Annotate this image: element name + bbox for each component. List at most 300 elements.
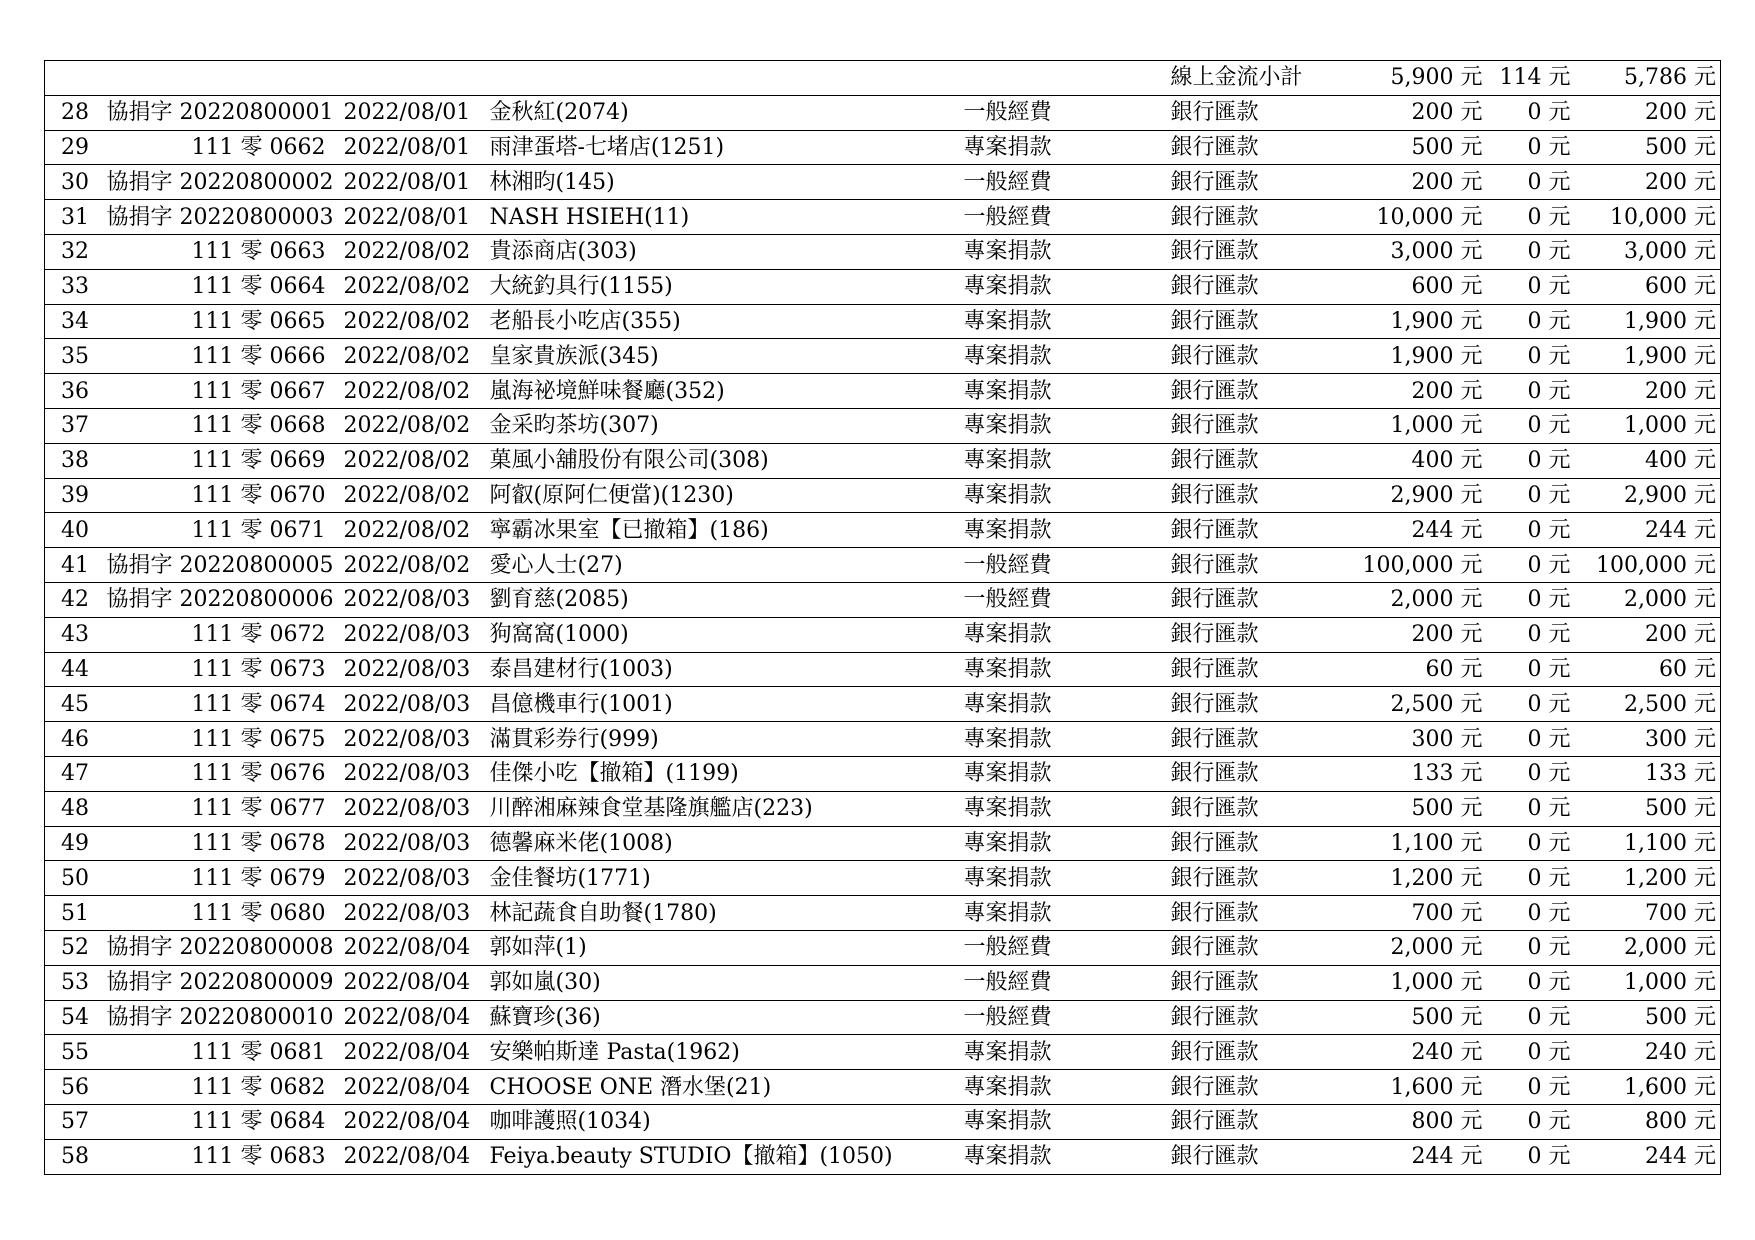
donation-amount: 200 元 bbox=[1353, 95, 1487, 130]
receipt-number: 111 零 0674 bbox=[103, 687, 340, 722]
net-amount: 200 元 bbox=[1575, 95, 1721, 130]
subtotal-fee: 114 元 bbox=[1487, 61, 1575, 96]
payment-method: 銀行匯款 bbox=[1167, 896, 1353, 931]
donation-amount: 500 元 bbox=[1353, 1000, 1487, 1035]
fee-amount: 0 元 bbox=[1487, 687, 1575, 722]
row-number: 35 bbox=[45, 339, 103, 374]
fee-amount: 0 元 bbox=[1487, 896, 1575, 931]
donor-name: 林湘昀(145) bbox=[486, 165, 960, 200]
donation-date: 2022/08/03 bbox=[340, 826, 486, 861]
donor-name: 蘇寶珍(36) bbox=[486, 1000, 960, 1035]
donation-amount: 2,500 元 bbox=[1353, 687, 1487, 722]
row-number: 42 bbox=[45, 582, 103, 617]
table-row bbox=[45, 896, 1721, 931]
row-number: 33 bbox=[45, 269, 103, 304]
donation-amount: 200 元 bbox=[1353, 374, 1487, 409]
donation-type: 一般經費 bbox=[960, 1000, 1167, 1035]
donation-type: 專案捐款 bbox=[960, 339, 1167, 374]
donation-date: 2022/08/04 bbox=[340, 1035, 486, 1070]
donation-type: 專案捐款 bbox=[960, 722, 1167, 757]
row-number: 43 bbox=[45, 617, 103, 652]
row-number: 30 bbox=[45, 165, 103, 200]
table-row bbox=[45, 1070, 1721, 1105]
donation-date: 2022/08/01 bbox=[340, 200, 486, 235]
fee-amount: 0 元 bbox=[1487, 234, 1575, 269]
donation-date: 2022/08/02 bbox=[340, 234, 486, 269]
donation-date: 2022/08/04 bbox=[340, 1104, 486, 1139]
donor-name: 皇家貴族派(345) bbox=[486, 339, 960, 374]
donation-amount: 240 元 bbox=[1353, 1035, 1487, 1070]
donation-type: 一般經費 bbox=[960, 930, 1167, 965]
row-number: 37 bbox=[45, 408, 103, 443]
donor-name: NASH HSIEH(11) bbox=[486, 200, 960, 235]
donor-name: 咖啡護照(1034) bbox=[486, 1104, 960, 1139]
donor-name: 金秋紅(2074) bbox=[486, 95, 960, 130]
donation-amount: 60 元 bbox=[1353, 652, 1487, 687]
table-row bbox=[45, 339, 1721, 374]
donor-name: 安樂帕斯達 Pasta(1962) bbox=[486, 1035, 960, 1070]
table-row bbox=[45, 234, 1721, 269]
receipt-number: 111 零 0667 bbox=[103, 374, 340, 409]
payment-method: 銀行匯款 bbox=[1167, 95, 1353, 130]
table-row bbox=[45, 1035, 1721, 1070]
donation-type: 專案捐款 bbox=[960, 304, 1167, 339]
donation-type: 專案捐款 bbox=[960, 756, 1167, 791]
payment-method: 銀行匯款 bbox=[1167, 1035, 1353, 1070]
donation-type: 專案捐款 bbox=[960, 617, 1167, 652]
fee-amount: 0 元 bbox=[1487, 200, 1575, 235]
row-number: 41 bbox=[45, 548, 103, 583]
donation-date: 2022/08/01 bbox=[340, 130, 486, 165]
row-number: 32 bbox=[45, 234, 103, 269]
net-amount: 1,100 元 bbox=[1575, 826, 1721, 861]
table-row bbox=[45, 1104, 1721, 1139]
donation-type: 專案捐款 bbox=[960, 443, 1167, 478]
row-number: 34 bbox=[45, 304, 103, 339]
donor-name: 嵐海祕境鮮味餐廳(352) bbox=[486, 374, 960, 409]
fee-amount: 0 元 bbox=[1487, 374, 1575, 409]
donation-amount: 200 元 bbox=[1353, 617, 1487, 652]
donation-amount: 200 元 bbox=[1353, 165, 1487, 200]
net-amount: 1,900 元 bbox=[1575, 304, 1721, 339]
receipt-number: 111 零 0664 bbox=[103, 269, 340, 304]
row-number: 36 bbox=[45, 374, 103, 409]
row-number: 45 bbox=[45, 687, 103, 722]
payment-method: 銀行匯款 bbox=[1167, 826, 1353, 861]
payment-method: 銀行匯款 bbox=[1167, 652, 1353, 687]
row-number: 44 bbox=[45, 652, 103, 687]
donor-name: 阿叡(原阿仁便當)(1230) bbox=[486, 478, 960, 513]
donation-date: 2022/08/02 bbox=[340, 443, 486, 478]
row-number: 52 bbox=[45, 930, 103, 965]
donation-date: 2022/08/03 bbox=[340, 652, 486, 687]
donation-amount: 2,900 元 bbox=[1353, 478, 1487, 513]
payment-method: 銀行匯款 bbox=[1167, 165, 1353, 200]
fee-amount: 0 元 bbox=[1487, 513, 1575, 548]
donation-date: 2022/08/02 bbox=[340, 478, 486, 513]
donation-amount: 1,000 元 bbox=[1353, 965, 1487, 1000]
table-row bbox=[45, 791, 1721, 826]
net-amount: 200 元 bbox=[1575, 617, 1721, 652]
donation-amount: 100,000 元 bbox=[1353, 548, 1487, 583]
donation-date: 2022/08/02 bbox=[340, 408, 486, 443]
net-amount: 133 元 bbox=[1575, 756, 1721, 791]
donation-date: 2022/08/03 bbox=[340, 722, 486, 757]
row-number: 55 bbox=[45, 1035, 103, 1070]
donation-type: 一般經費 bbox=[960, 582, 1167, 617]
donation-type: 專案捐款 bbox=[960, 513, 1167, 548]
donation-type: 專案捐款 bbox=[960, 234, 1167, 269]
donation-type: 一般經費 bbox=[960, 165, 1167, 200]
row-number: 50 bbox=[45, 861, 103, 896]
donation-type: 一般經費 bbox=[960, 548, 1167, 583]
payment-method: 銀行匯款 bbox=[1167, 1139, 1353, 1174]
fee-amount: 0 元 bbox=[1487, 652, 1575, 687]
fee-amount: 0 元 bbox=[1487, 1104, 1575, 1139]
donation-amount: 600 元 bbox=[1353, 269, 1487, 304]
donation-date: 2022/08/04 bbox=[340, 965, 486, 1000]
donation-date: 2022/08/04 bbox=[340, 1139, 486, 1174]
donation-type: 專案捐款 bbox=[960, 374, 1167, 409]
receipt-number: 協捐字 20220800005 bbox=[103, 548, 340, 583]
donation-date: 2022/08/03 bbox=[340, 582, 486, 617]
donation-amount: 2,000 元 bbox=[1353, 930, 1487, 965]
donation-date: 2022/08/03 bbox=[340, 687, 486, 722]
subtotal-empty bbox=[45, 61, 103, 96]
donation-amount: 400 元 bbox=[1353, 443, 1487, 478]
donation-amount: 1,000 元 bbox=[1353, 408, 1487, 443]
fee-amount: 0 元 bbox=[1487, 443, 1575, 478]
row-number: 49 bbox=[45, 826, 103, 861]
receipt-number: 111 零 0670 bbox=[103, 478, 340, 513]
table-row bbox=[45, 478, 1721, 513]
donation-date: 2022/08/03 bbox=[340, 617, 486, 652]
donation-amount: 133 元 bbox=[1353, 756, 1487, 791]
row-number: 46 bbox=[45, 722, 103, 757]
payment-method: 銀行匯款 bbox=[1167, 965, 1353, 1000]
net-amount: 500 元 bbox=[1575, 130, 1721, 165]
fee-amount: 0 元 bbox=[1487, 1139, 1575, 1174]
donation-date: 2022/08/01 bbox=[340, 165, 486, 200]
net-amount: 300 元 bbox=[1575, 722, 1721, 757]
donation-type: 專案捐款 bbox=[960, 687, 1167, 722]
donation-type: 專案捐款 bbox=[960, 478, 1167, 513]
fee-amount: 0 元 bbox=[1487, 617, 1575, 652]
fee-amount: 0 元 bbox=[1487, 722, 1575, 757]
payment-method: 銀行匯款 bbox=[1167, 582, 1353, 617]
donation-date: 2022/08/04 bbox=[340, 1000, 486, 1035]
donor-name: CHOOSE ONE 潛水堡(21) bbox=[486, 1070, 960, 1105]
net-amount: 2,900 元 bbox=[1575, 478, 1721, 513]
net-amount: 244 元 bbox=[1575, 513, 1721, 548]
payment-method: 銀行匯款 bbox=[1167, 443, 1353, 478]
donation-type: 專案捐款 bbox=[960, 1139, 1167, 1174]
donation-amount: 800 元 bbox=[1353, 1104, 1487, 1139]
fee-amount: 0 元 bbox=[1487, 861, 1575, 896]
payment-method: 銀行匯款 bbox=[1167, 1000, 1353, 1035]
receipt-number: 111 零 0662 bbox=[103, 130, 340, 165]
net-amount: 1,200 元 bbox=[1575, 861, 1721, 896]
table-row bbox=[45, 965, 1721, 1000]
fee-amount: 0 元 bbox=[1487, 1000, 1575, 1035]
donation-date: 2022/08/03 bbox=[340, 756, 486, 791]
donor-name: 德馨麻米佬(1008) bbox=[486, 826, 960, 861]
net-amount: 2,000 元 bbox=[1575, 582, 1721, 617]
receipt-number: 111 零 0683 bbox=[103, 1139, 340, 1174]
donation-type: 專案捐款 bbox=[960, 130, 1167, 165]
net-amount: 200 元 bbox=[1575, 374, 1721, 409]
donation-type: 專案捐款 bbox=[960, 1104, 1167, 1139]
net-amount: 240 元 bbox=[1575, 1035, 1721, 1070]
receipt-number: 111 零 0672 bbox=[103, 617, 340, 652]
donor-name: 金采昀茶坊(307) bbox=[486, 408, 960, 443]
receipt-number: 111 零 0679 bbox=[103, 861, 340, 896]
donor-name: 川醉湘麻辣食堂基隆旗艦店(223) bbox=[486, 791, 960, 826]
payment-method: 銀行匯款 bbox=[1167, 722, 1353, 757]
donation-amount: 500 元 bbox=[1353, 130, 1487, 165]
net-amount: 10,000 元 bbox=[1575, 200, 1721, 235]
row-number: 29 bbox=[45, 130, 103, 165]
row-number: 38 bbox=[45, 443, 103, 478]
table-row bbox=[45, 165, 1721, 200]
donation-amount: 1,600 元 bbox=[1353, 1070, 1487, 1105]
donation-date: 2022/08/02 bbox=[340, 374, 486, 409]
payment-method: 銀行匯款 bbox=[1167, 408, 1353, 443]
net-amount: 500 元 bbox=[1575, 791, 1721, 826]
fee-amount: 0 元 bbox=[1487, 408, 1575, 443]
payment-method: 銀行匯款 bbox=[1167, 339, 1353, 374]
net-amount: 800 元 bbox=[1575, 1104, 1721, 1139]
donation-type: 專案捐款 bbox=[960, 1070, 1167, 1105]
fee-amount: 0 元 bbox=[1487, 1070, 1575, 1105]
fee-amount: 0 元 bbox=[1487, 791, 1575, 826]
row-number: 58 bbox=[45, 1139, 103, 1174]
payment-method: 銀行匯款 bbox=[1167, 1070, 1353, 1105]
fee-amount: 0 元 bbox=[1487, 582, 1575, 617]
net-amount: 100,000 元 bbox=[1575, 548, 1721, 583]
table-row bbox=[45, 652, 1721, 687]
donation-date: 2022/08/01 bbox=[340, 95, 486, 130]
row-number: 57 bbox=[45, 1104, 103, 1139]
donation-amount: 3,000 元 bbox=[1353, 234, 1487, 269]
payment-method: 銀行匯款 bbox=[1167, 304, 1353, 339]
donation-type: 專案捐款 bbox=[960, 861, 1167, 896]
receipt-number: 111 零 0675 bbox=[103, 722, 340, 757]
donor-name: 昌億機車行(1001) bbox=[486, 687, 960, 722]
donation-type: 一般經費 bbox=[960, 965, 1167, 1000]
donation-date: 2022/08/03 bbox=[340, 791, 486, 826]
fee-amount: 0 元 bbox=[1487, 95, 1575, 130]
donation-amount: 10,000 元 bbox=[1353, 200, 1487, 235]
subtotal-net: 5,786 元 bbox=[1575, 61, 1721, 96]
receipt-number: 111 零 0663 bbox=[103, 234, 340, 269]
donation-type: 專案捐款 bbox=[960, 826, 1167, 861]
fee-amount: 0 元 bbox=[1487, 965, 1575, 1000]
donation-type: 專案捐款 bbox=[960, 652, 1167, 687]
payment-method: 銀行匯款 bbox=[1167, 200, 1353, 235]
donor-name: 老船長小吃店(355) bbox=[486, 304, 960, 339]
donation-type: 一般經費 bbox=[960, 200, 1167, 235]
donation-date: 2022/08/02 bbox=[340, 548, 486, 583]
payment-method: 銀行匯款 bbox=[1167, 687, 1353, 722]
donation-amount: 244 元 bbox=[1353, 513, 1487, 548]
receipt-number: 協捐字 20220800002 bbox=[103, 165, 340, 200]
donation-amount: 1,900 元 bbox=[1353, 339, 1487, 374]
row-number: 39 bbox=[45, 478, 103, 513]
row-number: 51 bbox=[45, 896, 103, 931]
donor-name: 雨津蛋塔-七堵店(1251) bbox=[486, 130, 960, 165]
table-row bbox=[45, 304, 1721, 339]
payment-method: 銀行匯款 bbox=[1167, 130, 1353, 165]
donation-date: 2022/08/04 bbox=[340, 930, 486, 965]
payment-method: 銀行匯款 bbox=[1167, 1104, 1353, 1139]
row-number: 53 bbox=[45, 965, 103, 1000]
donation-date: 2022/08/04 bbox=[340, 1070, 486, 1105]
table-row bbox=[45, 687, 1721, 722]
receipt-number: 111 零 0673 bbox=[103, 652, 340, 687]
donor-name: 林記蔬食自助餐(1780) bbox=[486, 896, 960, 931]
net-amount: 400 元 bbox=[1575, 443, 1721, 478]
net-amount: 600 元 bbox=[1575, 269, 1721, 304]
donation-amount: 244 元 bbox=[1353, 1139, 1487, 1174]
receipt-number: 111 零 0668 bbox=[103, 408, 340, 443]
payment-method: 銀行匯款 bbox=[1167, 548, 1353, 583]
receipt-number: 111 零 0684 bbox=[103, 1104, 340, 1139]
table-row bbox=[45, 617, 1721, 652]
donor-name: 滿貫彩券行(999) bbox=[486, 722, 960, 757]
table-row bbox=[45, 269, 1721, 304]
donation-amount: 2,000 元 bbox=[1353, 582, 1487, 617]
receipt-number: 111 零 0682 bbox=[103, 1070, 340, 1105]
table-row bbox=[45, 513, 1721, 548]
fee-amount: 0 元 bbox=[1487, 165, 1575, 200]
table-row bbox=[45, 722, 1721, 757]
fee-amount: 0 元 bbox=[1487, 130, 1575, 165]
donor-name: 菓風小舖股份有限公司(308) bbox=[486, 443, 960, 478]
payment-method: 銀行匯款 bbox=[1167, 617, 1353, 652]
donor-name: 郭如萍(1) bbox=[486, 930, 960, 965]
table-row bbox=[45, 95, 1721, 130]
receipt-number: 111 零 0680 bbox=[103, 896, 340, 931]
table-row bbox=[45, 548, 1721, 583]
donation-date: 2022/08/02 bbox=[340, 339, 486, 374]
donation-amount: 700 元 bbox=[1353, 896, 1487, 931]
row-number: 28 bbox=[45, 95, 103, 130]
table-row bbox=[45, 374, 1721, 409]
payment-method: 銀行匯款 bbox=[1167, 478, 1353, 513]
donation-type: 專案捐款 bbox=[960, 408, 1167, 443]
row-number: 56 bbox=[45, 1070, 103, 1105]
donor-name: 大統釣具行(1155) bbox=[486, 269, 960, 304]
row-number: 40 bbox=[45, 513, 103, 548]
payment-method: 銀行匯款 bbox=[1167, 791, 1353, 826]
receipt-number: 111 零 0678 bbox=[103, 826, 340, 861]
net-amount: 1,900 元 bbox=[1575, 339, 1721, 374]
donor-name: 金佳餐坊(1771) bbox=[486, 861, 960, 896]
fee-amount: 0 元 bbox=[1487, 339, 1575, 374]
donation-amount: 1,100 元 bbox=[1353, 826, 1487, 861]
donation-type: 一般經費 bbox=[960, 95, 1167, 130]
fee-amount: 0 元 bbox=[1487, 269, 1575, 304]
donation-type: 專案捐款 bbox=[960, 791, 1167, 826]
donation-amount: 1,200 元 bbox=[1353, 861, 1487, 896]
net-amount: 1,000 元 bbox=[1575, 408, 1721, 443]
donor-name: 佳傑小吃【撤箱】(1199) bbox=[486, 756, 960, 791]
table-row bbox=[45, 756, 1721, 791]
receipt-number: 協捐字 20220800010 bbox=[103, 1000, 340, 1035]
table-row bbox=[45, 200, 1721, 235]
payment-method: 銀行匯款 bbox=[1167, 269, 1353, 304]
fee-amount: 0 元 bbox=[1487, 756, 1575, 791]
payment-method: 銀行匯款 bbox=[1167, 513, 1353, 548]
donation-amount: 1,900 元 bbox=[1353, 304, 1487, 339]
fee-amount: 0 元 bbox=[1487, 930, 1575, 965]
donation-date: 2022/08/03 bbox=[340, 861, 486, 896]
donor-name: 郭如嵐(30) bbox=[486, 965, 960, 1000]
receipt-number: 協捐字 20220800008 bbox=[103, 930, 340, 965]
fee-amount: 0 元 bbox=[1487, 548, 1575, 583]
receipt-number: 111 零 0665 bbox=[103, 304, 340, 339]
donation-date: 2022/08/02 bbox=[340, 304, 486, 339]
fee-amount: 0 元 bbox=[1487, 826, 1575, 861]
receipt-number: 111 零 0677 bbox=[103, 791, 340, 826]
receipt-number: 協捐字 20220800006 bbox=[103, 582, 340, 617]
net-amount: 700 元 bbox=[1575, 896, 1721, 931]
donation-amount: 500 元 bbox=[1353, 791, 1487, 826]
donation-date: 2022/08/03 bbox=[340, 896, 486, 931]
table-row bbox=[45, 130, 1721, 165]
donation-type: 專案捐款 bbox=[960, 269, 1167, 304]
payment-method: 銀行匯款 bbox=[1167, 374, 1353, 409]
table-row bbox=[45, 582, 1721, 617]
row-number: 54 bbox=[45, 1000, 103, 1035]
receipt-number: 協捐字 20220800001 bbox=[103, 95, 340, 130]
donor-name: 貴添商店(303) bbox=[486, 234, 960, 269]
net-amount: 200 元 bbox=[1575, 165, 1721, 200]
donor-name: 愛心人士(27) bbox=[486, 548, 960, 583]
row-number: 47 bbox=[45, 756, 103, 791]
donor-name: 泰昌建材行(1003) bbox=[486, 652, 960, 687]
donor-name: 狗窩窩(1000) bbox=[486, 617, 960, 652]
row-number: 31 bbox=[45, 200, 103, 235]
receipt-number: 111 零 0676 bbox=[103, 756, 340, 791]
donor-name: 寧霸冰果室【已撤箱】(186) bbox=[486, 513, 960, 548]
donation-amount: 300 元 bbox=[1353, 722, 1487, 757]
row-number: 48 bbox=[45, 791, 103, 826]
net-amount: 1,000 元 bbox=[1575, 965, 1721, 1000]
donation-date: 2022/08/02 bbox=[340, 513, 486, 548]
receipt-number: 111 零 0671 bbox=[103, 513, 340, 548]
net-amount: 3,000 元 bbox=[1575, 234, 1721, 269]
receipt-number: 111 零 0681 bbox=[103, 1035, 340, 1070]
net-amount: 60 元 bbox=[1575, 652, 1721, 687]
subtotal-amount: 5,900 元 bbox=[1353, 61, 1487, 96]
table-row bbox=[45, 1000, 1721, 1035]
net-amount: 244 元 bbox=[1575, 1139, 1721, 1174]
subtotal-row bbox=[45, 61, 1721, 96]
receipt-number: 協捐字 20220800003 bbox=[103, 200, 340, 235]
table-row bbox=[45, 1139, 1721, 1174]
net-amount: 2,500 元 bbox=[1575, 687, 1721, 722]
payment-method: 銀行匯款 bbox=[1167, 234, 1353, 269]
donation-type: 專案捐款 bbox=[960, 896, 1167, 931]
table-row bbox=[45, 930, 1721, 965]
table-row bbox=[45, 826, 1721, 861]
subtotal-label: 線上金流小計 bbox=[1167, 61, 1353, 96]
net-amount: 500 元 bbox=[1575, 1000, 1721, 1035]
donor-name: Feiya.beauty STUDIO【撤箱】(1050) bbox=[486, 1139, 960, 1174]
donor-name: 劉育慈(2085) bbox=[486, 582, 960, 617]
